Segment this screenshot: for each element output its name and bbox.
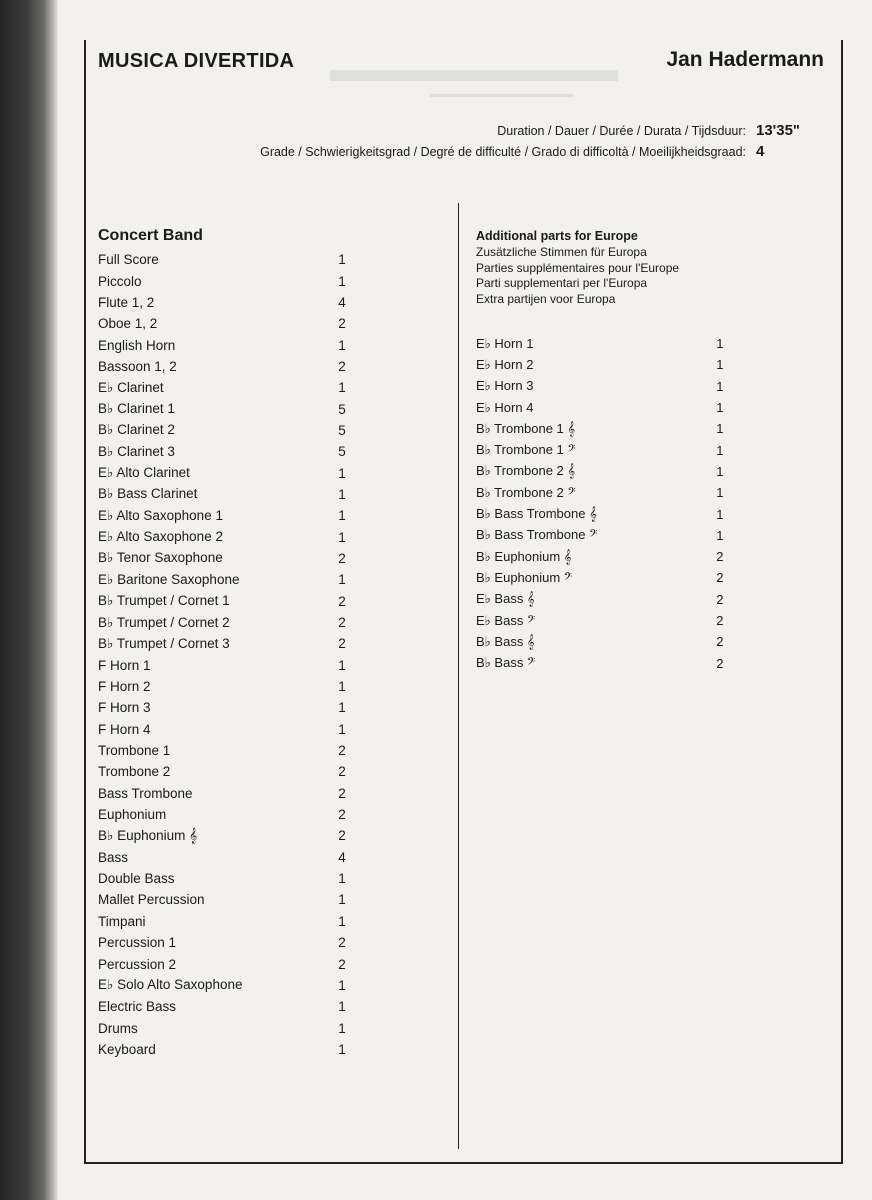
part-quantity: 1 [338,486,346,502]
part-quantity: 1 [338,999,346,1015]
part-name: E♭ Horn 1 [476,335,534,351]
part-quantity: 1 [338,977,346,993]
part-row [476,631,736,652]
part-row [98,761,358,782]
part-name: E♭ Baritone Saxophone [98,571,240,587]
part-name: F Horn 3 [98,700,151,716]
part-name: Euphonium [98,807,167,823]
part-name: Flute 1, 2 [98,294,155,310]
part-name: B♭ Clarinet 2 [98,422,175,438]
part-row [98,697,358,718]
part-quantity: 1 [338,1020,346,1036]
part-name: Trombone 2 [98,764,171,780]
part-quantity: 1 [338,465,346,481]
part-name: B♭ Euphonium 𝄞 [98,827,198,843]
part-quantity: 1 [716,357,724,373]
part-row [98,484,358,505]
part-name: B♭ Bass Clarinet [98,486,198,502]
part-row [98,505,358,526]
part-name: F Horn 2 [98,679,151,695]
part-row [98,441,358,462]
part-name: Full Score [98,252,159,268]
part-row [476,461,736,482]
part-quantity: 1 [716,527,724,543]
concert-band-parts-list [98,249,358,1060]
part-row [476,376,736,397]
page-title: MUSICA DIVERTIDA [98,50,295,72]
part-name: B♭ Trumpet / Cornet 3 [98,635,230,651]
page-binding-shadow [0,0,58,1200]
part-quantity: 1 [338,657,346,673]
part-quantity: 1 [716,485,724,501]
part-quantity: 4 [338,294,346,310]
part-name: Trombone 1 [98,743,171,759]
column-divider [458,203,459,1149]
part-row [98,270,358,291]
part-name: B♭ Euphonium 𝄞 [476,548,572,564]
part-row [98,377,358,398]
part-row [98,655,358,676]
part-name: Bass Trombone [98,785,193,801]
part-quantity: 2 [716,549,724,565]
additional-parts-list [476,333,736,674]
part-name: B♭ Clarinet 1 [98,401,175,417]
part-quantity: 2 [716,655,724,671]
part-name: Percussion 1 [98,935,177,951]
part-quantity: 5 [338,401,346,417]
part-quantity: 4 [338,849,346,865]
part-quantity: 1 [338,679,346,695]
part-name: B♭ Trombone 2 𝄞 [476,463,576,479]
part-row [476,333,736,354]
note-line: Extra partijen voor Europa [476,291,616,306]
part-row [98,953,358,974]
additional-parts-title: Additional parts for Europe [476,229,638,243]
part-row [98,889,358,910]
note-line: Parties supplémentaires pour l'Europe [476,260,680,275]
part-row [476,354,736,375]
part-row [98,526,358,547]
part-name: F Horn 1 [98,657,151,673]
part-quantity: 1 [338,337,346,353]
part-row [98,313,358,334]
part-row [98,868,358,889]
part-name: E♭ Horn 4 [476,399,534,415]
part-quantity: 2 [338,935,346,951]
part-row [476,439,736,460]
part-row [98,676,358,697]
part-row [98,292,358,313]
part-quantity: 1 [338,721,346,737]
part-row [98,825,358,846]
part-quantity: 2 [338,785,346,801]
part-row [476,397,736,418]
part-row [476,589,736,610]
part-quantity: 1 [716,400,724,416]
part-name: E♭ Horn 2 [476,356,534,372]
part-row [476,482,736,503]
part-quantity: 1 [338,913,346,929]
part-quantity: 1 [716,442,724,458]
additional-parts-notes [476,245,679,307]
part-row [98,740,358,761]
part-quantity: 1 [338,508,346,524]
part-row [476,652,736,673]
concert-band-title: Concert Band [98,227,203,244]
part-quantity: 2 [338,828,346,844]
part-quantity: 1 [338,572,346,588]
part-row [98,548,358,569]
part-quantity: 2 [338,550,346,566]
grade-value: 4 [756,143,765,160]
part-quantity: 2 [338,764,346,780]
part-row [98,356,358,377]
part-row [476,525,736,546]
part-name: Piccolo [98,273,142,289]
composer-name: Jan Hadermann [666,48,824,71]
part-quantity: 2 [338,316,346,332]
part-name: F Horn 4 [98,721,151,737]
part-quantity: 1 [716,506,724,522]
part-name: Oboe 1, 2 [98,316,158,332]
part-quantity: 2 [338,593,346,609]
duration-label: Duration / Dauer / Durée / Durata / Tijdsduur: [497,124,746,138]
part-quantity: 1 [716,463,724,479]
part-name: E♭ Bass 𝄢 [476,612,536,628]
part-row [98,591,358,612]
part-row [476,503,736,524]
part-row [98,249,358,270]
part-name: B♭ Trombone 1 𝄞 [476,420,576,436]
part-name: Keyboard [98,1041,156,1057]
part-name: B♭ Bass Trombone 𝄞 [476,506,597,522]
part-quantity: 5 [338,422,346,438]
part-row [98,1039,358,1060]
part-quantity: 1 [716,336,724,352]
part-quantity: 2 [716,634,724,650]
part-row [98,633,358,654]
part-name: Mallet Percussion [98,892,205,908]
part-name: Drums [98,1020,138,1036]
part-quantity: 1 [338,252,346,268]
part-row [98,612,358,633]
part-row [98,932,358,953]
part-name: Double Bass [98,871,175,887]
part-quantity: 1 [338,273,346,289]
part-row [98,996,358,1017]
part-row [98,804,358,825]
part-name: E♭ Solo Alto Saxophone [98,977,243,993]
part-name: Percussion 2 [98,956,177,972]
part-row [98,398,358,419]
part-name: B♭ Trombone 2 𝄢 [476,484,576,500]
part-name: Bass [98,849,129,865]
part-quantity: 1 [716,421,724,437]
part-name: E♭ Bass 𝄞 [476,591,535,607]
part-name: B♭ Tenor Saxophone [98,550,223,566]
part-row [98,911,358,932]
grade-label: Grade / Schwierigkeitsgrad / Degré de difficulté / Grado di difficoltà / Moeilijkheidsgraad: [260,145,746,159]
part-row [98,334,358,355]
part-row [98,462,358,483]
part-name: B♭ Bass 𝄢 [476,655,536,671]
part-name: English Horn [98,337,176,353]
part-name: E♭ Alto Saxophone 1 [98,507,223,523]
part-quantity: 1 [338,380,346,396]
part-row [98,975,358,996]
part-quantity: 2 [338,358,346,374]
part-name: E♭ Alto Saxophone 2 [98,529,223,545]
part-quantity: 1 [338,871,346,887]
part-row [98,783,358,804]
part-name: E♭ Horn 3 [476,378,534,394]
part-name: B♭ Clarinet 3 [98,443,175,459]
part-quantity: 1 [338,700,346,716]
part-quantity: 2 [338,807,346,823]
part-quantity: 1 [338,892,346,908]
part-quantity: 2 [716,570,724,586]
part-name: B♭ Bass 𝄞 [476,633,535,649]
part-quantity: 2 [338,956,346,972]
part-row [98,847,358,868]
part-name: Bassoon 1, 2 [98,358,177,374]
part-row [476,567,736,588]
part-name: B♭ Trumpet / Cornet 1 [98,593,230,609]
part-quantity: 2 [338,636,346,652]
part-quantity: 1 [338,529,346,545]
part-quantity: 2 [338,615,346,631]
part-row [98,569,358,590]
part-name: B♭ Bass Trombone 𝄢 [476,527,598,543]
part-row [98,420,358,441]
part-quantity: 1 [338,1041,346,1057]
part-quantity: 2 [716,613,724,628]
duration-row [497,122,812,139]
part-name: Electric Bass [98,999,177,1015]
part-row [476,546,736,567]
part-quantity: 1 [716,378,724,394]
part-name: B♭ Trombone 1 𝄢 [476,442,576,458]
note-line: Parti supplementari per l'Europa [476,276,648,290]
note-line: Zusätzliche Stimmen für Europa [476,245,647,259]
part-row [98,1017,358,1038]
part-row [98,719,358,740]
part-name: Timpani [98,913,146,929]
part-name: E♭ Alto Clarinet [98,465,190,481]
bleed-through-shadow: ▬▬▬▬▬▬▬▬ [330,48,618,89]
part-name: E♭ Clarinet [98,379,164,395]
part-quantity: 2 [338,743,346,759]
grade-row [260,143,812,160]
bleed-through-shadow-line: ▬▬▬▬▬▬▬▬▬▬▬▬▬ [430,88,573,100]
part-name: B♭ Trumpet / Cornet 2 [98,614,230,630]
part-name: B♭ Euphonium 𝄢 [476,569,573,585]
part-row [476,418,736,439]
duration-value: 13'35" [756,122,801,139]
part-quantity: 5 [338,444,346,460]
part-quantity: 2 [716,591,724,607]
part-row [476,610,736,631]
